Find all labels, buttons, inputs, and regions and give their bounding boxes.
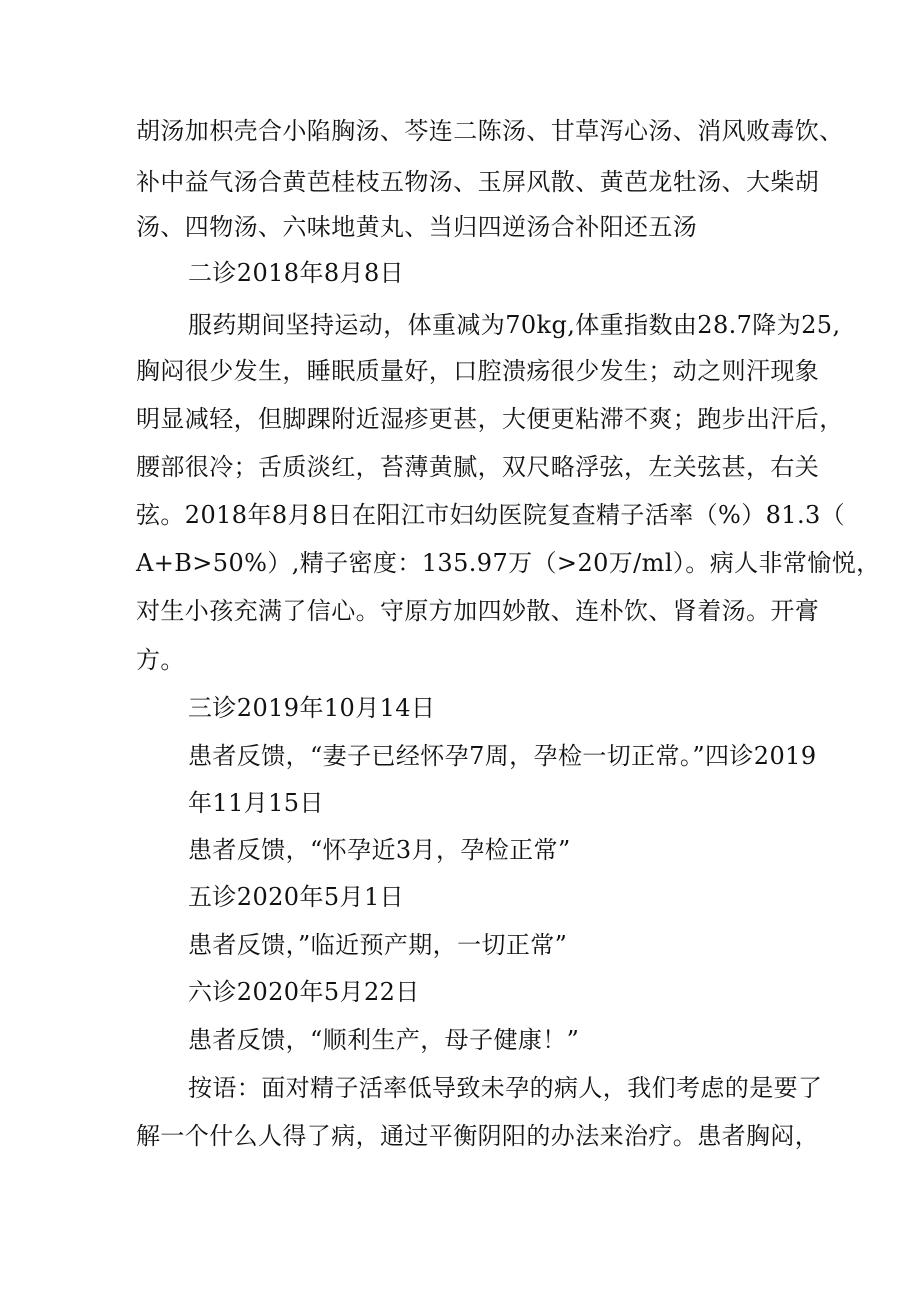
text-line: 患者反馈，“妻子已经怀孕7周，孕检一切正常。”四诊2019	[188, 742, 817, 770]
text-line: 患者反馈，“顺利生产，母子健康！”	[188, 1026, 580, 1054]
text-line: 服药期间坚持运动，体重减为70kg,体重指数由28.7降为25,	[188, 311, 841, 339]
section-heading: 年11月15日	[188, 789, 324, 817]
text-line: 患者反馈，”临近预产期，一切正常”	[188, 931, 568, 959]
text-line: 解一个什么人得了病，通过平衡阴阳的办法来治疗。患者胸闷，	[136, 1122, 820, 1150]
text-line: 胡汤加枳壳合小陷胸汤、芩连二陈汤、甘草泻心汤、消风败毒饮、	[136, 117, 844, 145]
text-line: 汤、四物汤、六味地黄丸、当归四逆汤合补阳还五汤	[136, 213, 698, 241]
text-line: 对生小孩充满了信心。守原方加四妙散、连朴饮、肾着汤。开膏	[136, 597, 820, 625]
text-line: 腰部很冷；舌质淡红，苔薄黄腻，双尺略浮弦，左关弦甚，右关	[136, 453, 820, 481]
text-line: A+B>50%）,精子密度：135.97万（>20万/ml）。病人非常愉悦，	[136, 549, 881, 577]
section-heading: 六诊2020年5月22日	[188, 978, 420, 1006]
text-line: 补中益气汤合黄芭桂枝五物汤、玉屏风散、黄芭龙牡汤、大柴胡	[136, 168, 820, 196]
text-line: 患者反馈，“怀孕近3月，孕检正常”	[188, 836, 571, 864]
text-line: 胸闷很少发生，睡眠质量好，口腔溃疡很少发生；动之则汗现象	[136, 357, 820, 385]
section-heading: 三诊2019年10月14日	[188, 694, 436, 722]
text-line: 方。	[136, 646, 185, 674]
section-heading: 五诊2020年5月1日	[188, 883, 405, 911]
text-line: 按语：面对精子活率低导致未孕的病人，我们考虑的是要了	[188, 1074, 823, 1102]
text-line: 明显减轻，但脚踝附近湿疹更甚，大便更粘滞不爽；跑步出汗后，	[136, 405, 844, 433]
section-heading: 二诊2018年8月8日	[188, 259, 405, 287]
text-line: 弦。2018年8月8日在阳江市妇幼医院复查精子活率（%）81.3（	[136, 501, 846, 529]
